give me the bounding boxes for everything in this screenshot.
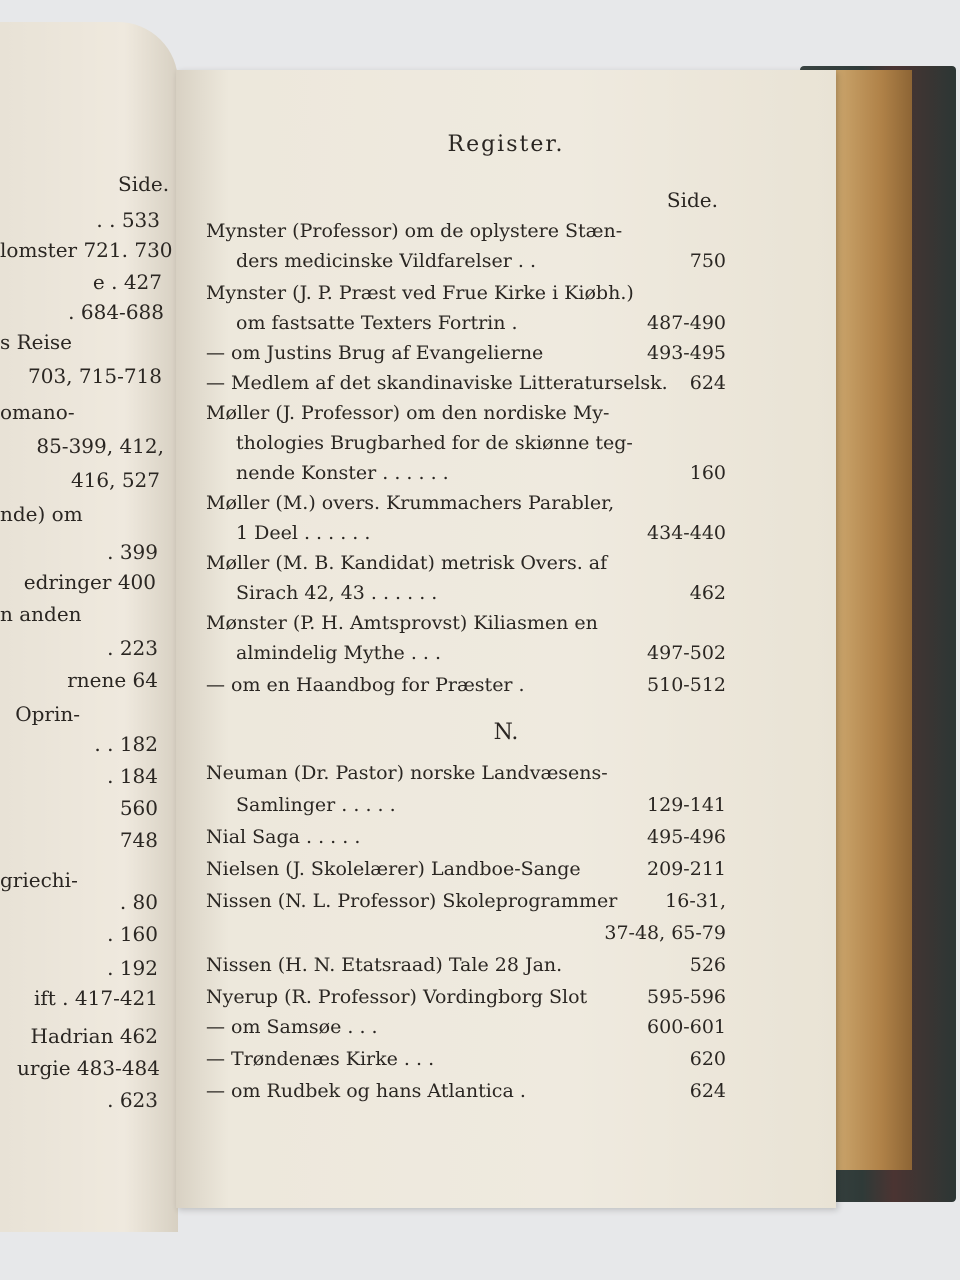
index-entry <box>206 312 726 340</box>
entry-page: 37-48, 65-79 <box>604 922 726 944</box>
index-entry <box>206 1016 726 1044</box>
entry-text: Nissen (H. N. Etatsraad) Tale 28 Jan. <box>206 954 563 976</box>
entry-text: Nial Saga . . . . . <box>206 826 361 848</box>
entry-text: thologies Brugbarhed for de skiønne teg- <box>236 432 633 454</box>
entry-text: Møller (M.) overs. Krummachers Parabler, <box>206 492 615 514</box>
entry-text: Neuman (Dr. Pastor) norske Landvæsens- <box>206 762 608 784</box>
left-line: . 160 <box>107 922 158 946</box>
entry-text: — Medlem af det skandinaviske Litteraturselsk. <box>206 372 668 394</box>
left-line: urgie 483-484 <box>17 1056 160 1080</box>
index-entry <box>206 462 726 490</box>
left-line: Oprin- <box>15 702 80 726</box>
left-line: 560 <box>119 796 158 820</box>
entry-text: Nielsen (J. Skolelærer) Landboe-Sange <box>206 858 581 880</box>
entry-text: almindelig Mythe . . . <box>236 642 442 664</box>
entry-text: — om Justins Brug af Evangelierne <box>206 342 544 364</box>
left-line: e . 427 <box>92 270 162 294</box>
page-heading: Register. <box>447 132 565 157</box>
entry-text: om fastsatte Texters Fortrin . <box>236 312 518 334</box>
index-entry <box>206 492 726 520</box>
entry-text: ders medicinske Vildfarelser . . <box>236 250 536 272</box>
entry-page: 624 <box>689 372 726 394</box>
right-page <box>176 70 836 1208</box>
index-entry <box>206 552 726 580</box>
index-entry <box>206 522 726 550</box>
index-entry <box>206 826 726 854</box>
entry-page: 493-495 <box>647 342 726 364</box>
left-line: rnene 64 <box>67 668 158 692</box>
index-entry <box>206 612 726 640</box>
left-line: s Reise <box>0 330 73 354</box>
left-line: lomster 721. 730 <box>0 238 173 262</box>
section-heading: N. <box>493 720 519 745</box>
left-line: . 399 <box>107 540 158 564</box>
left-line: edringer 400 <box>23 570 156 594</box>
index-entry <box>206 794 726 822</box>
entry-text: Møller (M. B. Kandidat) metrisk Overs. af <box>206 552 608 574</box>
index-entry <box>206 282 726 310</box>
entry-text: Mønster (P. H. Amtsprovst) Kiliasmen en <box>206 612 598 634</box>
index-entry <box>206 342 726 370</box>
left-line: . 684-688 <box>68 300 164 324</box>
entry-text: 1 Deel . . . . . . <box>236 522 371 544</box>
left-line: n anden <box>0 602 82 626</box>
entry-text: Nissen (N. L. Professor) Skoleprogrammer <box>206 890 618 912</box>
entry-page: 510-512 <box>647 674 726 696</box>
index-entry <box>206 858 726 886</box>
entry-page: 160 <box>689 462 726 484</box>
index-entry <box>206 922 726 950</box>
left-line: . . 533 <box>96 208 160 232</box>
entry-text: — om Samsøe . . . <box>206 1016 378 1038</box>
left-page <box>0 22 178 1232</box>
entry-page: 487-490 <box>647 312 726 334</box>
left-line: 748 <box>119 828 158 852</box>
entry-page: 620 <box>689 1048 726 1070</box>
index-entry <box>206 220 726 248</box>
entry-page: 129-141 <box>647 794 726 816</box>
index-entry <box>206 954 726 982</box>
left-line: 85-399, 412, <box>36 434 164 458</box>
left-line: ift . 417-421 <box>33 986 158 1010</box>
index-entry <box>206 372 726 400</box>
entry-page: 497-502 <box>647 642 726 664</box>
entry-text: Mynster (J. P. Præst ved Frue Kirke i Kiøbh.) <box>206 282 634 304</box>
index-entry <box>206 642 726 670</box>
left-line: 416, 527 <box>70 468 160 492</box>
left-line: Hadrian 462 <box>30 1024 158 1048</box>
entry-text: nende Konster . . . . . . <box>236 462 449 484</box>
entry-page: 434-440 <box>647 522 726 544</box>
entry-page: 750 <box>689 250 726 272</box>
left-line: . 223 <box>107 636 158 660</box>
left-line: . . 182 <box>94 732 158 756</box>
index-entry <box>206 1048 726 1076</box>
entry-text: — Trøndenæs Kirke . . . <box>206 1048 435 1070</box>
entry-page: 595-596 <box>647 986 726 1008</box>
index-entry <box>206 250 726 278</box>
index-entry <box>206 402 726 430</box>
index-entry <box>206 890 726 918</box>
left-line: . 192 <box>107 956 158 980</box>
entry-text: Nyerup (R. Professor) Vordingborg Slot <box>206 986 588 1008</box>
entry-text: Sirach 42, 43 . . . . . . <box>236 582 438 604</box>
entry-page: 600-601 <box>647 1016 726 1038</box>
index-entry <box>206 1080 726 1108</box>
index-entry <box>206 762 726 790</box>
entry-page: 462 <box>689 582 726 604</box>
left-line: nde) om <box>0 502 83 526</box>
side-column-label: Side. <box>666 188 718 212</box>
left-line: . 80 <box>119 890 158 914</box>
index-entry <box>206 582 726 610</box>
entry-page: 16-31, <box>665 890 726 912</box>
entry-text: — om en Haandbog for Præster . <box>206 674 525 696</box>
entry-page: 624 <box>689 1080 726 1102</box>
entry-text: — om Rudbek og hans Atlantica . <box>206 1080 526 1102</box>
entry-page: 209-211 <box>647 858 726 880</box>
left-line: Side. <box>118 172 170 196</box>
index-entry <box>206 986 726 1014</box>
entry-text: Mynster (Professor) om de oplystere Stæn- <box>206 220 623 242</box>
left-line: . 623 <box>107 1088 158 1112</box>
left-line: 703, 715-718 <box>28 364 162 388</box>
entry-page: 495-496 <box>647 826 726 848</box>
entry-text: Møller (J. Professor) om den nordiske My- <box>206 402 610 424</box>
left-line: griechi- <box>0 868 78 892</box>
entry-page: 526 <box>689 954 726 976</box>
index-entry <box>206 674 726 702</box>
left-line: . 184 <box>107 764 158 788</box>
index-entry <box>206 432 726 460</box>
entry-text: Samlinger . . . . . <box>236 794 396 816</box>
left-line: omano- <box>0 400 75 424</box>
